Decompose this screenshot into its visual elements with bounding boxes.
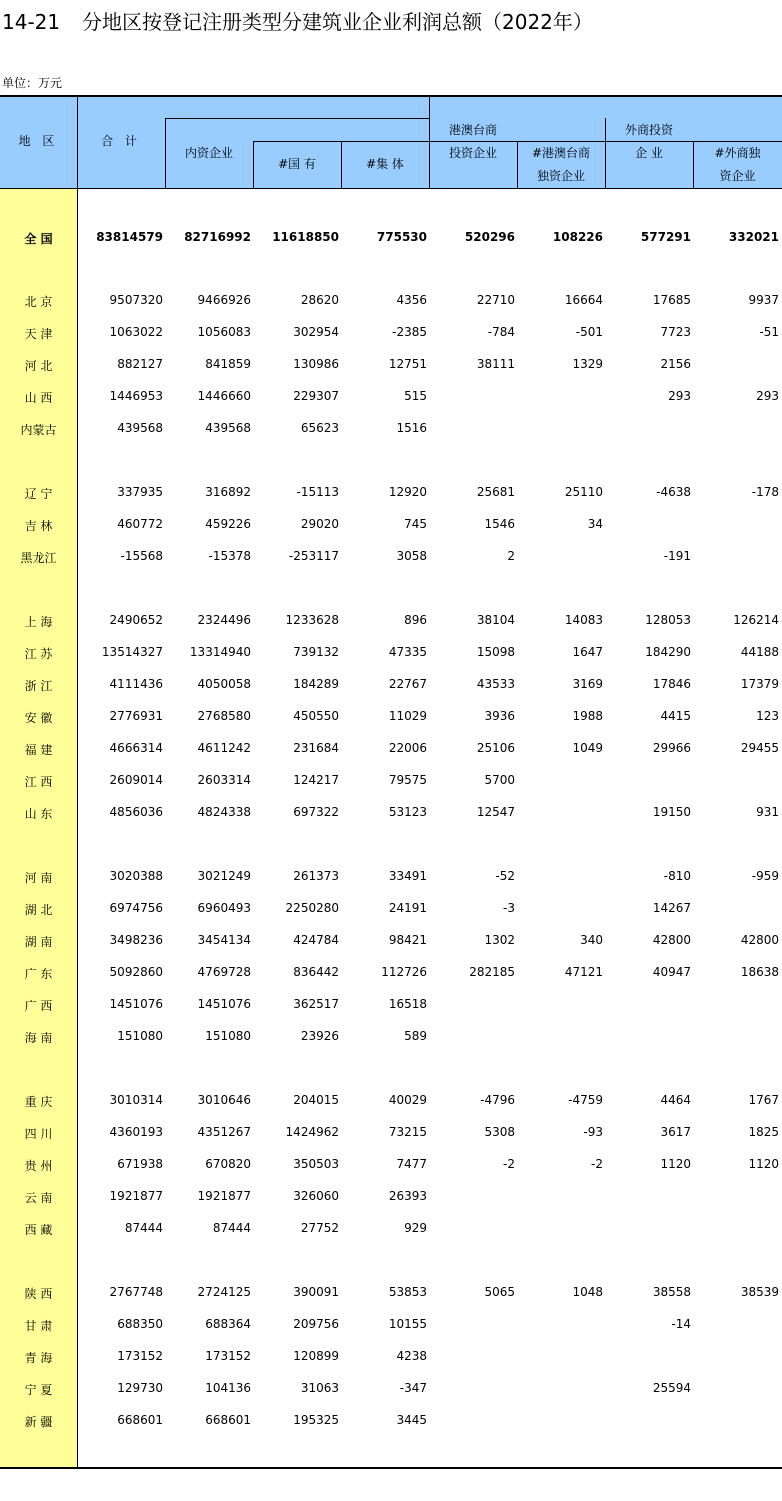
cell-value: 688350 bbox=[117, 1317, 163, 1331]
cell-value: 439568 bbox=[117, 421, 163, 435]
page-title bbox=[2, 6, 593, 35]
cell-value: 1988 bbox=[572, 709, 603, 723]
cell-value: 38104 bbox=[476, 613, 515, 627]
cell-value: -501 bbox=[575, 325, 603, 339]
region-name: 全 国 bbox=[24, 232, 53, 246]
cell-value: 87444 bbox=[212, 1221, 251, 1235]
header-collective: #集 体 bbox=[366, 157, 404, 171]
table-row bbox=[0, 357, 782, 379]
cell-value: 337935 bbox=[117, 485, 163, 499]
cell-value: 688364 bbox=[205, 1317, 251, 1331]
table-row bbox=[0, 901, 782, 923]
cell-value: 2156 bbox=[660, 357, 691, 371]
cell-value: 25681 bbox=[476, 485, 515, 499]
cell-value: -93 bbox=[583, 1125, 603, 1139]
cell-value: 739132 bbox=[293, 645, 339, 659]
cell-value: 1546 bbox=[484, 517, 515, 531]
cell-value: 5308 bbox=[484, 1125, 515, 1139]
cell-value: 3010646 bbox=[197, 1093, 251, 1107]
cell-value: 3617 bbox=[660, 1125, 691, 1139]
cell-value: 745 bbox=[404, 517, 427, 531]
cell-value: 184289 bbox=[293, 677, 339, 691]
header-foreign-sole-line1: #外商独 bbox=[714, 146, 761, 160]
cell-value: 184290 bbox=[645, 645, 691, 659]
cell-value: 112726 bbox=[381, 965, 427, 979]
cell-value: -2385 bbox=[392, 325, 427, 339]
header-total: 合 计 bbox=[101, 134, 141, 148]
cell-value: 4356 bbox=[396, 293, 427, 307]
cell-value: 34 bbox=[587, 517, 603, 531]
region-name: 西 藏 bbox=[24, 1223, 53, 1237]
region-name: 江 西 bbox=[24, 775, 53, 789]
table-title: 分地区按登记注册类型分建筑业企业利润总额（2022年） bbox=[82, 10, 593, 34]
cell-value: 1446953 bbox=[109, 389, 163, 403]
cell-value: -3 bbox=[503, 901, 515, 915]
region-name: 陕 西 bbox=[24, 1287, 53, 1301]
cell-value: 209756 bbox=[293, 1317, 339, 1331]
cell-value: 28620 bbox=[300, 293, 339, 307]
cell-value: -4638 bbox=[656, 485, 691, 499]
cell-value: 130986 bbox=[293, 357, 339, 371]
cell-value: 29020 bbox=[300, 517, 339, 531]
cell-value: 204015 bbox=[293, 1093, 339, 1107]
region-name: 北 京 bbox=[24, 295, 53, 309]
table-row bbox=[0, 389, 782, 411]
cell-value: 1233628 bbox=[285, 613, 339, 627]
cell-value: 4856036 bbox=[109, 805, 163, 819]
cell-value: 173152 bbox=[205, 1349, 251, 1363]
cell-value: -191 bbox=[663, 549, 691, 563]
cell-value: 1451076 bbox=[109, 997, 163, 1011]
cell-value: 17685 bbox=[652, 293, 691, 307]
cell-value: 22767 bbox=[388, 677, 427, 691]
region-name: 辽 宁 bbox=[24, 487, 53, 501]
header-foreign-sole-line2: 资企业 bbox=[719, 169, 756, 183]
cell-value: 195325 bbox=[293, 1413, 339, 1427]
table-row bbox=[0, 485, 782, 507]
cell-value: 73215 bbox=[388, 1125, 427, 1139]
table-row bbox=[0, 517, 782, 539]
cell-value: 5065 bbox=[484, 1285, 515, 1299]
table-number: 14-21 bbox=[2, 10, 61, 34]
cell-value: 362517 bbox=[293, 997, 339, 1011]
cell-value: 24191 bbox=[388, 901, 427, 915]
cell-value: 577291 bbox=[640, 230, 691, 244]
header-state-owned: #国 有 bbox=[278, 157, 316, 171]
cell-value: 16664 bbox=[564, 293, 603, 307]
cell-value: 27752 bbox=[300, 1221, 339, 1235]
table-row bbox=[0, 325, 782, 347]
cell-value: 1329 bbox=[572, 357, 603, 371]
cell-value: 47121 bbox=[564, 965, 603, 979]
cell-value: 4464 bbox=[660, 1093, 691, 1107]
cell-value: -810 bbox=[663, 869, 691, 883]
cell-value: 14083 bbox=[564, 613, 603, 627]
cell-value: 1825 bbox=[748, 1125, 779, 1139]
table-row bbox=[0, 1413, 782, 1435]
cell-value: 882127 bbox=[117, 357, 163, 371]
cell-value: 1302 bbox=[484, 933, 515, 947]
cell-value: 2603314 bbox=[197, 773, 251, 787]
cell-value: 53123 bbox=[388, 805, 427, 819]
cell-value: 151080 bbox=[117, 1029, 163, 1043]
cell-value: 282185 bbox=[469, 965, 515, 979]
table-row bbox=[0, 805, 782, 827]
cell-value: 17846 bbox=[652, 677, 691, 691]
table-row bbox=[0, 1317, 782, 1339]
cell-value: 1056083 bbox=[197, 325, 251, 339]
cell-value: 340 bbox=[580, 933, 603, 947]
region-name: 甘 肃 bbox=[24, 1319, 53, 1333]
table-row bbox=[0, 709, 782, 731]
cell-value: -959 bbox=[751, 869, 779, 883]
cell-value: 3020388 bbox=[109, 869, 163, 883]
region-name: 浙 江 bbox=[24, 679, 53, 693]
cell-value: 1647 bbox=[572, 645, 603, 659]
cell-value: 229307 bbox=[293, 389, 339, 403]
cell-value: 4360193 bbox=[109, 1125, 163, 1139]
table-row bbox=[0, 965, 782, 987]
cell-value: 668601 bbox=[117, 1413, 163, 1427]
cell-value: 896 bbox=[404, 613, 427, 627]
cell-value: 5092860 bbox=[109, 965, 163, 979]
cell-value: 126214 bbox=[733, 613, 779, 627]
table-row bbox=[0, 869, 782, 891]
cell-value: 108226 bbox=[552, 230, 603, 244]
cell-value: 293 bbox=[756, 389, 779, 403]
cell-value: 173152 bbox=[117, 1349, 163, 1363]
cell-value: 6960493 bbox=[197, 901, 251, 915]
cell-value: 104136 bbox=[205, 1381, 251, 1395]
cell-value: 4666314 bbox=[109, 741, 163, 755]
cell-value: 1767 bbox=[748, 1093, 779, 1107]
cell-value: 19150 bbox=[652, 805, 691, 819]
cell-value: 79575 bbox=[388, 773, 427, 787]
cell-value: 23926 bbox=[300, 1029, 339, 1043]
cell-value: 1424962 bbox=[285, 1125, 339, 1139]
table-row bbox=[0, 645, 782, 667]
cell-value: 9937 bbox=[748, 293, 779, 307]
cell-value: 2609014 bbox=[109, 773, 163, 787]
cell-value: 4769728 bbox=[197, 965, 251, 979]
cell-value: 1516 bbox=[396, 421, 427, 435]
table-row bbox=[0, 1381, 782, 1403]
cell-value: 7477 bbox=[396, 1157, 427, 1171]
region-name: 重 庆 bbox=[24, 1095, 53, 1109]
region-name: 湖 南 bbox=[24, 935, 53, 949]
cell-value: 38539 bbox=[740, 1285, 779, 1299]
table-row bbox=[0, 549, 782, 571]
top-rule bbox=[0, 95, 782, 97]
cell-value: 3021249 bbox=[197, 869, 251, 883]
cell-value: 2776931 bbox=[109, 709, 163, 723]
cell-value: 439568 bbox=[205, 421, 251, 435]
table-row bbox=[0, 1029, 782, 1051]
table-row bbox=[0, 1285, 782, 1307]
cell-value: -253117 bbox=[288, 549, 339, 563]
cell-value: 302954 bbox=[293, 325, 339, 339]
cell-value: 4111436 bbox=[109, 677, 163, 691]
cell-value: 33491 bbox=[388, 869, 427, 883]
cell-value: 1120 bbox=[660, 1157, 691, 1171]
cell-value: 3445 bbox=[396, 1413, 427, 1427]
cell-value: 424784 bbox=[293, 933, 339, 947]
cell-value: -15378 bbox=[208, 549, 251, 563]
cell-value: 5700 bbox=[484, 773, 515, 787]
region-name: 天 津 bbox=[24, 327, 53, 341]
cell-value: 4351267 bbox=[197, 1125, 251, 1139]
region-name: 内蒙古 bbox=[20, 423, 57, 437]
cell-value: 450550 bbox=[293, 709, 339, 723]
header-hmt-sole-line1: #港澳台商 bbox=[531, 146, 591, 160]
table-row bbox=[0, 1125, 782, 1147]
cell-value: 3498236 bbox=[109, 933, 163, 947]
cell-value: 26393 bbox=[388, 1189, 427, 1203]
cell-value: 1446660 bbox=[197, 389, 251, 403]
cell-value: 1049 bbox=[572, 741, 603, 755]
cell-value: 4050058 bbox=[197, 677, 251, 691]
cell-value: 1921877 bbox=[109, 1189, 163, 1203]
cell-value: 520296 bbox=[464, 230, 515, 244]
cell-value: 42800 bbox=[740, 933, 779, 947]
cell-value: 589 bbox=[404, 1029, 427, 1043]
region-name: 安 徽 bbox=[24, 711, 53, 725]
region-name: 四 川 bbox=[24, 1127, 53, 1141]
cell-value: 13514327 bbox=[101, 645, 163, 659]
cell-value: 22006 bbox=[388, 741, 427, 755]
cell-value: 25110 bbox=[564, 485, 603, 499]
cell-value: 2324496 bbox=[197, 613, 251, 627]
cell-value: 82716992 bbox=[184, 230, 251, 244]
region-name: 广 西 bbox=[24, 999, 53, 1013]
cell-value: 3169 bbox=[572, 677, 603, 691]
table-row bbox=[0, 1189, 782, 1211]
table-row bbox=[0, 677, 782, 699]
cell-value: 2490652 bbox=[109, 613, 163, 627]
cell-value: 4611242 bbox=[197, 741, 251, 755]
cell-value: 836442 bbox=[293, 965, 339, 979]
header-bottom-rule bbox=[0, 188, 782, 189]
table-row bbox=[0, 1349, 782, 1371]
cell-value: 697322 bbox=[293, 805, 339, 819]
cell-value: 12547 bbox=[476, 805, 515, 819]
domestic-group-rule bbox=[165, 118, 429, 119]
cell-value: -14 bbox=[671, 1317, 691, 1331]
cell-value: 1451076 bbox=[197, 997, 251, 1011]
header-domestic: 内资企业 bbox=[184, 146, 233, 160]
region-name: 广 东 bbox=[24, 967, 53, 981]
cell-value: 671938 bbox=[117, 1157, 163, 1171]
cell-value: 670820 bbox=[205, 1157, 251, 1171]
cell-value: -178 bbox=[751, 485, 779, 499]
cell-value: 123 bbox=[756, 709, 779, 723]
unit-label: 单位：万元 bbox=[2, 76, 63, 90]
header-hmt-line1: 港澳台商 bbox=[448, 123, 497, 137]
cell-value: 29966 bbox=[652, 741, 691, 755]
cell-value: 12751 bbox=[388, 357, 427, 371]
cell-value: 83814579 bbox=[96, 230, 163, 244]
cell-value: 124217 bbox=[293, 773, 339, 787]
cell-value: 11029 bbox=[388, 709, 427, 723]
cell-value: 43533 bbox=[476, 677, 515, 691]
data-table bbox=[0, 95, 782, 1469]
cell-value: 38558 bbox=[652, 1285, 691, 1299]
header-hmt-sole-line2: 独资企业 bbox=[536, 169, 585, 183]
cell-value: 3058 bbox=[396, 549, 427, 563]
cell-value: -4796 bbox=[480, 1093, 515, 1107]
cell-value: 16518 bbox=[388, 997, 427, 1011]
cell-value: 231684 bbox=[293, 741, 339, 755]
cell-value: 7723 bbox=[660, 325, 691, 339]
cell-value: -52 bbox=[495, 869, 515, 883]
cell-value: 22710 bbox=[476, 293, 515, 307]
table-row bbox=[0, 773, 782, 795]
region-name: 云 南 bbox=[24, 1191, 53, 1205]
cell-value: 53853 bbox=[388, 1285, 427, 1299]
header-divider bbox=[429, 95, 430, 189]
bottom-rule bbox=[0, 1467, 782, 1469]
cell-value: 390091 bbox=[293, 1285, 339, 1299]
cell-value: 841859 bbox=[205, 357, 251, 371]
cell-value: 31063 bbox=[300, 1381, 339, 1395]
cell-value: -347 bbox=[399, 1381, 427, 1395]
cell-value: 326060 bbox=[293, 1189, 339, 1203]
region-name: 吉 林 bbox=[24, 519, 53, 533]
table-row bbox=[0, 1157, 782, 1179]
region-name: 湖 北 bbox=[24, 903, 53, 917]
cell-value: 1921877 bbox=[197, 1189, 251, 1203]
cell-value: 3936 bbox=[484, 709, 515, 723]
cell-value: 293 bbox=[668, 389, 691, 403]
table-row bbox=[0, 997, 782, 1019]
cell-value: 4238 bbox=[396, 1349, 427, 1363]
cell-value: 40947 bbox=[652, 965, 691, 979]
cell-value: 120899 bbox=[293, 1349, 339, 1363]
cell-value: 9466926 bbox=[197, 293, 251, 307]
cell-value: 931 bbox=[756, 805, 779, 819]
region-name: 福 建 bbox=[24, 743, 53, 757]
cell-value: 6974756 bbox=[109, 901, 163, 915]
table-row bbox=[0, 293, 782, 315]
cell-value: -2 bbox=[591, 1157, 603, 1171]
cell-value: 2768580 bbox=[197, 709, 251, 723]
cell-value: 40029 bbox=[388, 1093, 427, 1107]
header-region: 地 区 bbox=[18, 134, 59, 148]
cell-value: 128053 bbox=[645, 613, 691, 627]
cell-value: 38111 bbox=[476, 357, 515, 371]
region-name: 河 北 bbox=[24, 359, 53, 373]
cell-value: 668601 bbox=[205, 1413, 251, 1427]
table-row-national-total bbox=[0, 230, 782, 252]
region-name: 河 南 bbox=[24, 871, 53, 885]
cell-value: 25106 bbox=[476, 741, 515, 755]
cell-value: 14267 bbox=[652, 901, 691, 915]
cell-value: 1048 bbox=[572, 1285, 603, 1299]
cell-value: 15098 bbox=[476, 645, 515, 659]
region-name: 新 疆 bbox=[24, 1415, 53, 1429]
cell-value: -15113 bbox=[296, 485, 339, 499]
cell-value: 98421 bbox=[388, 933, 427, 947]
cell-value: -784 bbox=[487, 325, 515, 339]
cell-value: 2 bbox=[507, 549, 515, 563]
cell-value: 47335 bbox=[388, 645, 427, 659]
table-row bbox=[0, 741, 782, 763]
table-row bbox=[0, 613, 782, 635]
cell-value: -15568 bbox=[120, 549, 163, 563]
cell-value: 87444 bbox=[124, 1221, 163, 1235]
cell-value: -4759 bbox=[568, 1093, 603, 1107]
cell-value: 10155 bbox=[388, 1317, 427, 1331]
cell-value: 332021 bbox=[728, 230, 779, 244]
cell-value: 316892 bbox=[205, 485, 251, 499]
table-row bbox=[0, 1221, 782, 1243]
table-row bbox=[0, 933, 782, 955]
cell-value: 17379 bbox=[740, 677, 779, 691]
cell-value: 29455 bbox=[740, 741, 779, 755]
cell-value: 42800 bbox=[652, 933, 691, 947]
cell-value: 460772 bbox=[117, 517, 163, 531]
region-name: 山 东 bbox=[24, 807, 53, 821]
region-name: 江 苏 bbox=[24, 647, 53, 661]
header-foreign-line1: 外商投资 bbox=[624, 123, 673, 137]
region-name: 山 西 bbox=[24, 391, 53, 405]
region-name: 宁 夏 bbox=[24, 1383, 53, 1397]
cell-value: 350503 bbox=[293, 1157, 339, 1171]
table-row bbox=[0, 421, 782, 443]
cell-value: -2 bbox=[503, 1157, 515, 1171]
region-name: 贵 州 bbox=[24, 1159, 53, 1173]
header-foreign-line2: 企 业 bbox=[635, 146, 663, 160]
region-name: 青 海 bbox=[24, 1351, 53, 1365]
cell-value: 4415 bbox=[660, 709, 691, 723]
cell-value: 12920 bbox=[388, 485, 427, 499]
cell-value: 25594 bbox=[652, 1381, 691, 1395]
cell-value: 129730 bbox=[117, 1381, 163, 1395]
cell-value: 2767748 bbox=[109, 1285, 163, 1299]
cell-value: 11618850 bbox=[272, 230, 339, 244]
cell-value: -51 bbox=[759, 325, 779, 339]
header-hmt-line2: 投资企业 bbox=[448, 146, 497, 160]
cell-value: 151080 bbox=[205, 1029, 251, 1043]
table-row bbox=[0, 1093, 782, 1115]
cell-value: 2724125 bbox=[197, 1285, 251, 1299]
cell-value: 2250280 bbox=[285, 901, 339, 915]
cell-value: 18638 bbox=[740, 965, 779, 979]
cell-value: 929 bbox=[404, 1221, 427, 1235]
cell-value: 459226 bbox=[205, 517, 251, 531]
cell-value: 65623 bbox=[300, 421, 339, 435]
cell-value: 13314940 bbox=[189, 645, 251, 659]
region-name: 黑龙江 bbox=[20, 551, 57, 565]
cell-value: 4824338 bbox=[197, 805, 251, 819]
cell-value: 1120 bbox=[748, 1157, 779, 1171]
cell-value: 515 bbox=[404, 389, 427, 403]
region-column-background bbox=[0, 189, 77, 1468]
cell-value: 3010314 bbox=[109, 1093, 163, 1107]
region-name: 上 海 bbox=[24, 615, 53, 629]
cell-value: 44188 bbox=[740, 645, 779, 659]
cell-value: 1063022 bbox=[109, 325, 163, 339]
cell-value: 3454134 bbox=[197, 933, 251, 947]
cell-value: 9507320 bbox=[109, 293, 163, 307]
region-name: 海 南 bbox=[24, 1031, 53, 1045]
cell-value: 261373 bbox=[293, 869, 339, 883]
cell-value: 775530 bbox=[376, 230, 427, 244]
